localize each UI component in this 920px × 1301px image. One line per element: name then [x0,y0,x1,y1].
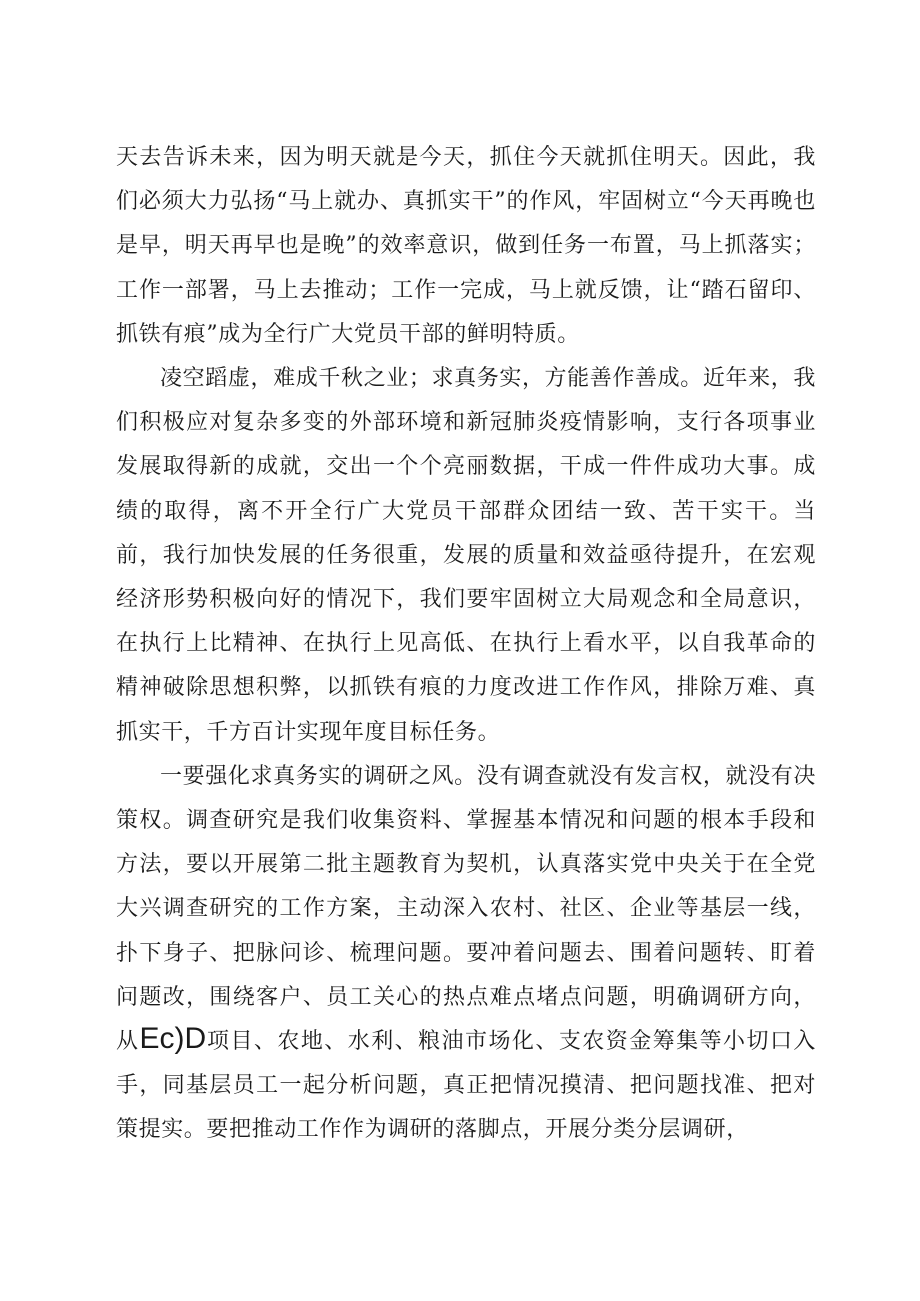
document-body [116,136,816,1153]
paragraph-research-style [116,755,816,1153]
inline-project-code: Ec)D [139,1022,207,1056]
paragraph-text-before: 一要强化求真务实的调研之风。没有调查就没有发言权，就没有决策权。调查研究是我们收集资料、掌握基本情况和问题的根本手段和方法，要以开展第二批主题教育为契机，认真落实党中央关于在全党大兴调查研究的工作方案，主动深入农村、社区、企业等基层一线，扑下身子、把脉问诊、梳理问题。要冲着问题去、围着问题转、盯着问题改，围绕客户、员工关心的热点难点堵点问题，明确调研方向，从 [116,763,816,1055]
paragraph-text-after: 项目、农地、水利、粮油市场化、支农资金筹集等小切口入手，同基层员工一起分析问题，真正把情况摸清、把问题找准、把对策提实。要把推动工作作为调研的落脚点，开展分类分层调研， [116,1029,816,1143]
paragraph-continuation: 天去告诉未来，因为明天就是今天，抓住今天就抓住明天。因此，我们必须大力弘扬“马上就办、真抓实干”的作风，牢固树立“今天再晚也是早，明天再早也是晚”的效率意识，做到任务一布置，马上抓落实；工作一部署，马上去推动；工作一完成，马上就反馈，让“踏石留印、抓铁有痕”成为全行广大党员干部的鲜明特质。 [116,145,816,347]
paragraph-execution-spirit: 凌空蹈虚，难成千秋之业；求真务实，方能善作善成。近年来，我们积极应对复杂多变的外部环境和新冠肺炎疫情影响，支行各项事业发展取得新的成就，交出一个个亮丽数据，干成一件件成功大事。成绩的取得，离不开全行广大党员干部群众团结一致、苦干实干。当前，我行加快发展的任务很重，发展的质量和效益亟待提升，在宏观经济形势积极向好的情况下，我们要牢固树立大局观念和全局意识，在执行上比精神、在执行上见高低、在执行上看水平，以自我革命的精神破除思想积弊，以抓铁有痕的力度改进工作作风，排除万难、真抓实干，千方百计实现年度目标任务。 [116,366,816,745]
